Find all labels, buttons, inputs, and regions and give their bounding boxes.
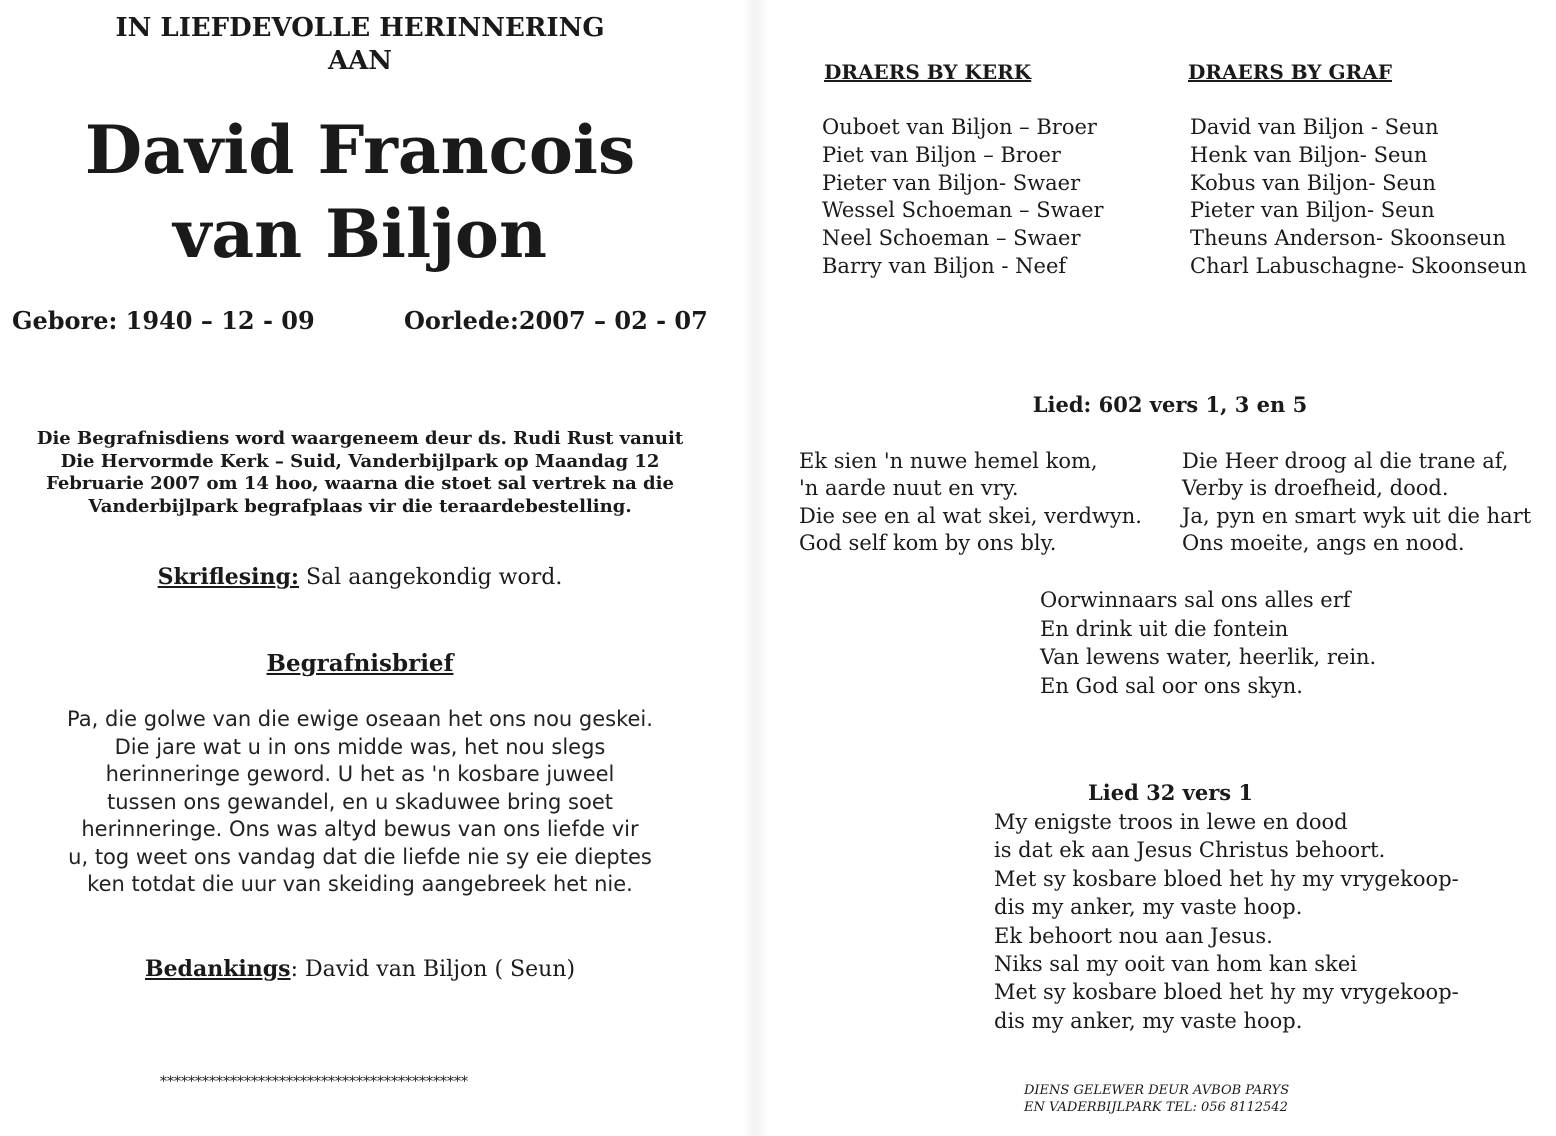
hymn-602-verse-3 (1182, 448, 1552, 557)
verse-line: dis my anker, my vaste hoop. (994, 1008, 1303, 1033)
scripture-reading-text: Sal aangekondig word. (299, 565, 563, 590)
letter-line: tussen ons gewandel, en u skaduwee bring soet (106, 789, 614, 814)
service-notice (10, 428, 710, 518)
letter-line: Die jare wat u in ons midde was, het nou slegs (114, 734, 606, 759)
acknowledgements-text: : David van Biljon ( Seun) (290, 957, 576, 982)
verse-line: En God sal oor ons skyn. (1040, 673, 1303, 698)
list-item: Henk van Biljon- Seun (1190, 142, 1428, 167)
deceased-name-line: David Francois (84, 111, 636, 189)
letter-line: herinneringe. Ons was altyd bewus van ons liefde vir (81, 817, 639, 841)
list-item: David van Biljon - Seun (1190, 115, 1439, 139)
list-item: Piet van Biljon – Broer (822, 142, 1061, 167)
list-item: Pieter van Biljon- Seun (1190, 198, 1435, 223)
acknowledgements-label: Bedankings (144, 956, 291, 982)
funeral-letter-body (20, 706, 700, 899)
church-bearers-list (822, 114, 1152, 281)
verse-line: Niks sal my ooit van hom kan skei (994, 952, 1357, 977)
list-item: Ouboet van Biljon – Broer (822, 115, 1097, 139)
verse-line: Met sy kosbare bloed het hy my vrygekoop- (994, 980, 1459, 1005)
acknowledgements (0, 956, 720, 982)
deceased-name-line: van Biljon (173, 195, 547, 273)
credit-line: DIENS GELEWER DEUR AVBOB PARYS (1024, 1083, 1290, 1098)
service-notice-line: Die Hervormde Kerk – Suid, Vanderbijlpark op Maandag 12 (60, 450, 660, 472)
list-item: Theuns Anderson- Skoonseun (1190, 226, 1506, 251)
scripture-reading (0, 564, 720, 590)
letter-line: u, tog weet ons vandag dat die liefde nie sy eie dieptes (68, 844, 652, 869)
hymn-602-title: Lied: 602 vers 1, 3 en 5 (1032, 392, 1308, 417)
list-item: Charl Labuschagne- Skoonseun (1190, 253, 1527, 278)
grave-bearers-list (1190, 114, 1550, 281)
death-date: Oorlede:2007 – 02 - 07 (404, 306, 708, 335)
verse-line: is dat ek aan Jesus Christus behoort. (994, 838, 1386, 863)
funeral-letter-title: Begrafnisbrief (266, 650, 454, 677)
verse-line: Die see en al wat skei, verdwyn. (799, 503, 1142, 528)
verse-line: My enigste troos in lewe en dood (994, 810, 1348, 834)
memory-heading-line: AAN (327, 46, 393, 76)
verse-line: Ek behoort nou aan Jesus. (994, 923, 1273, 948)
funeral-service-credit (1024, 1082, 1384, 1116)
verse-line: Die Heer droog al die trane af, (1182, 449, 1509, 473)
star-separator: ******************************************** (160, 1074, 468, 1090)
hymn-32-body (994, 808, 1524, 1035)
verse-line: Ons moeite, angs en nood. (1182, 530, 1465, 555)
credit-line: EN VADERBIJLPARK TEL: 056 8112542 (1024, 1100, 1288, 1115)
verse-line: Ja, pyn en smart wyk uit die hart (1182, 503, 1532, 528)
verse-line: Verby is droefheid, dood. (1182, 476, 1449, 501)
memory-heading-line: IN LIEFDEVOLLE HERINNERING (115, 13, 605, 43)
verse-line: 'n aarde nuut en vry. (799, 476, 1019, 501)
list-item: Kobus van Biljon- Seun (1190, 170, 1436, 195)
list-item: Pieter van Biljon- Swaer (822, 170, 1081, 195)
verse-line: Van lewens water, heerlik, rein. (1040, 645, 1377, 669)
verse-line: Ek sien 'n nuwe hemel kom, (799, 449, 1098, 473)
birth-date: Gebore: 1940 – 12 - 09 (12, 306, 315, 335)
verse-line: Met sy kosbare bloed het hy my vrygekoop- (994, 866, 1459, 891)
service-notice-line: Februarie 2007 om 14 hoo, waarna die stoet sal vertrek na die (46, 473, 674, 494)
memory-heading (40, 12, 680, 78)
verse-line: God self kom by ons bly. (799, 530, 1057, 555)
verse-line: En drink uit die fontein (1040, 616, 1289, 641)
letter-line: ken totdat die uur van skeiding aangebreek het nie. (87, 872, 633, 896)
hymn-602-verse-1 (799, 448, 1179, 557)
letter-line: Pa, die golwe van die ewige oseaan het ons nou geskei. (67, 707, 653, 731)
church-bearers-title: DRAERS BY KERK (824, 60, 1032, 84)
hymn-602-verse-5 (1040, 586, 1440, 700)
deceased-name (0, 108, 720, 276)
list-item: Wessel Schoeman – Swaer (822, 198, 1104, 223)
verse-line: Oorwinnaars sal ons alles erf (1040, 588, 1351, 612)
service-notice-line: Vanderbijlpark begrafplaas vir die teraardebestelling. (88, 495, 632, 517)
letter-line: herinneringe geword. U het as 'n kosbare juweel (105, 762, 615, 786)
hymn-32-title: Lied 32 vers 1 (1088, 780, 1254, 805)
service-notice-line: Die Begrafnisdiens word waargeneem deur ds. Rudi Rust vanuit (36, 428, 684, 449)
scripture-reading-label: Skriflesing: (157, 564, 299, 590)
grave-bearers-title: DRAERS BY GRAF (1188, 60, 1392, 84)
list-item: Neel Schoeman – Swaer (822, 226, 1081, 251)
verse-line: dis my anker, my vaste hoop. (994, 895, 1303, 920)
list-item: Barry van Biljon - Neef (822, 253, 1067, 278)
page-fold (742, 0, 768, 1136)
